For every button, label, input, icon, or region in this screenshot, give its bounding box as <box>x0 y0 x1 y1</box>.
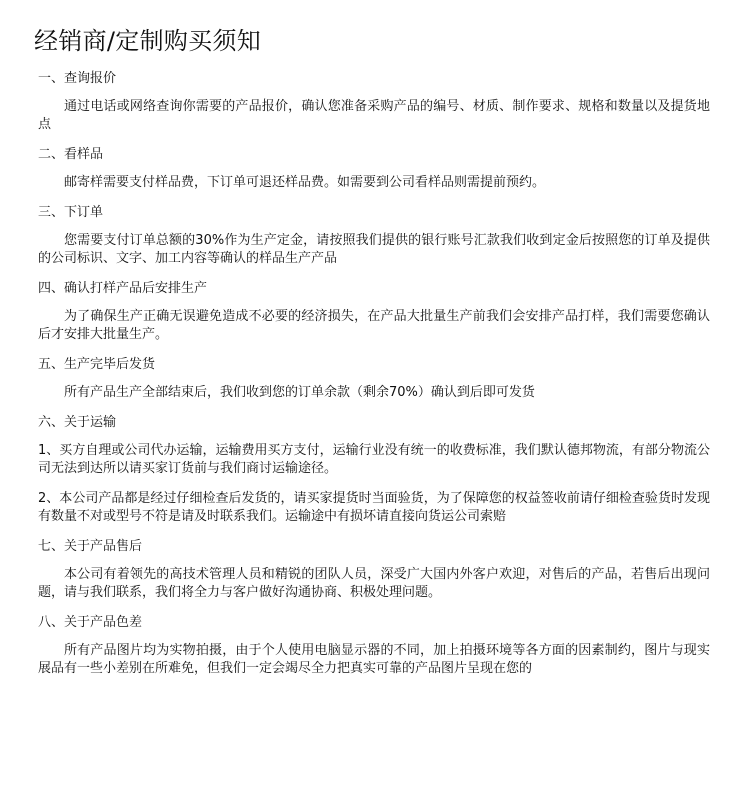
section-heading: 六、关于运输 <box>38 415 117 430</box>
section-paragraph: 1、买方自理或公司代办运输，运输费用买方支付，运输行业没有统一的收费标准，我们默认德邦物流，有部分物流公司无法到达所以请买家订货前与我们商讨运输途径。 <box>38 443 710 476</box>
section-heading: 八、关于产品色差 <box>38 615 143 630</box>
section-order <box>38 204 710 268</box>
section-paragraph: 所有产品生产全部结束后，我们收到您的订单余款（剩余70%）确认到后即可发货 <box>64 385 535 400</box>
section-paragraph: 您需要支付订单总额的30%作为生产定金，请按照我们提供的银行账号汇款我们收到定金后按照您的订单及提供的公司标识、文字、加工内容等确认的样品生产产品 <box>38 233 710 266</box>
section-heading: 七、关于产品售后 <box>38 539 143 554</box>
section-paragraph: 本公司有着领先的高技术管理人员和精锐的团队人员，深受广大国内外客户欢迎，对售后的产品，若售后出现问题，请与我们联系，我们将全力与客户做好沟通协商、积极处理问题。 <box>38 567 710 600</box>
section-heading: 四、确认打样产品后安排生产 <box>38 281 208 296</box>
section-color-difference <box>38 614 710 678</box>
section-paragraph: 所有产品图片均为实物拍摄，由于个人使用电脑显示器的不同，加上拍摄环境等各方面的因素制约，图片与现实展品有一些小差别在所难免，但我们一定会竭尽全力把真实可靠的产品图片呈现在您的 <box>38 643 710 676</box>
section-heading: 五、生产完毕后发货 <box>38 357 156 372</box>
section-heading: 二、看样品 <box>38 147 104 162</box>
section-paragraph: 为了确保生产正确无误避免造成不必要的经济损失，在产品大批量生产前我们会安排产品打样，我们需要您确认后才安排大批量生产。 <box>38 309 710 342</box>
section-after-sales <box>38 538 710 602</box>
section-transport <box>38 414 710 526</box>
section-paragraph: 邮寄样需要支付样品费，下订单可退还样品费。如需要到公司看样品则需提前预约。 <box>64 175 546 190</box>
section-sample-confirmation <box>38 280 710 344</box>
section-heading: 三、下订单 <box>38 205 104 220</box>
section-shipping-after-production <box>38 356 710 402</box>
section-inquiry <box>38 70 710 134</box>
section-heading: 一、查询报价 <box>38 71 117 86</box>
section-paragraph: 通过电话或网络查询你需要的产品报价，确认您准备采购产品的编号、材质、制作要求、规格和数量以及提货地点 <box>38 99 710 132</box>
section-paragraph: 2、本公司产品都是经过仔细检查后发货的，请买家提货时当面验货，为了保障您的权益签收前请仔细检查验货时发现有数量不对或型号不符是请及时联系我们。运输途中有损坏请直接向货运公司索赔 <box>38 491 710 524</box>
page-title: 经销商/定制购买须知 <box>34 27 262 55</box>
section-samples <box>38 146 710 192</box>
